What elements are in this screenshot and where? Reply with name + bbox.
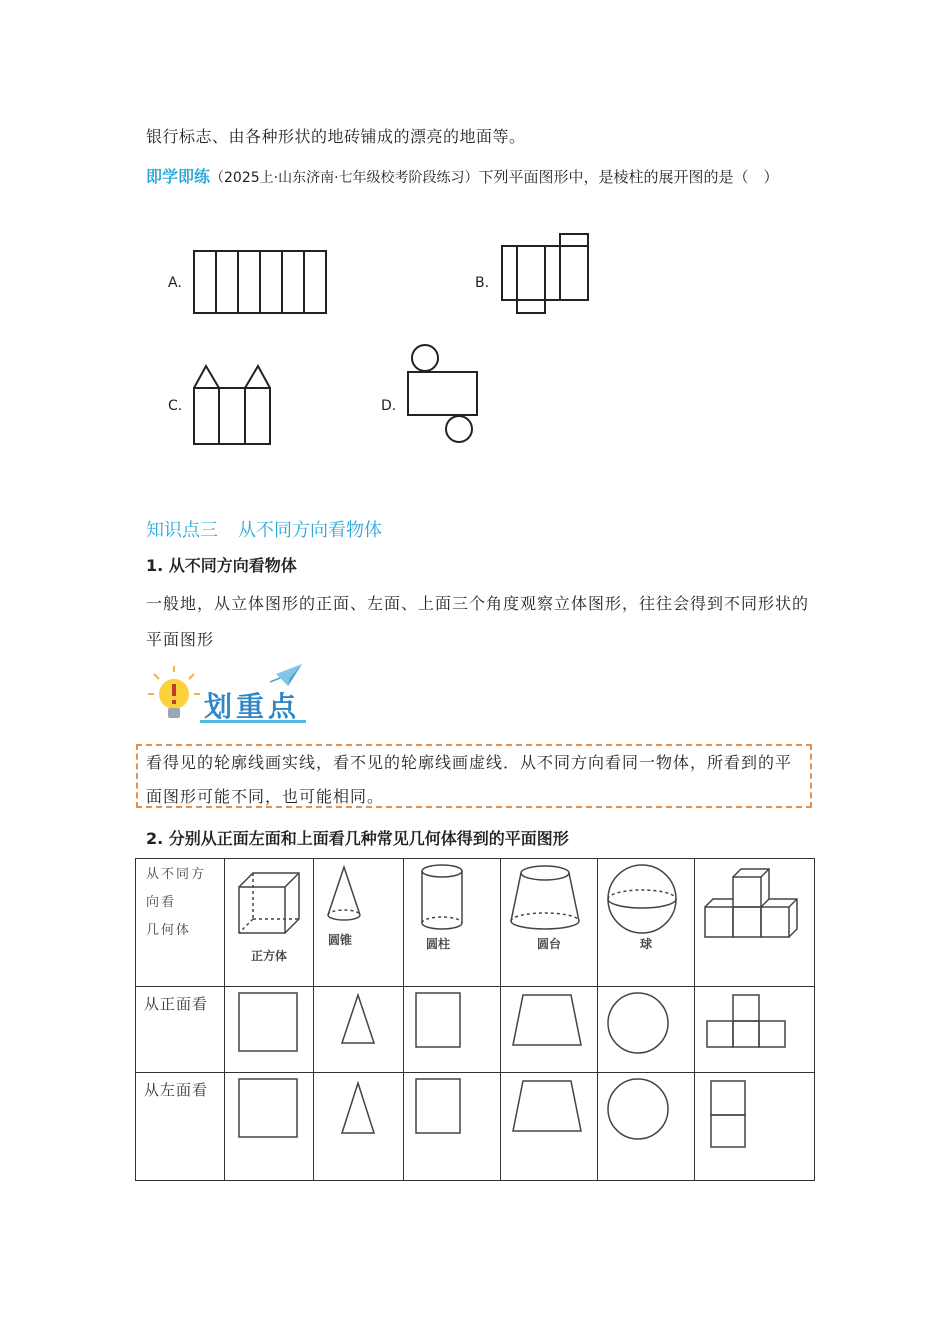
highlight-badge — [144, 660, 310, 726]
cylinder-front-view — [404, 987, 500, 1071]
solid-label: 圆锥 — [328, 933, 353, 947]
cylinder-figure — [404, 859, 493, 935]
cube-left-view — [225, 1073, 313, 1157]
option-b-label: B. — [475, 275, 490, 291]
option-c-label: C. — [168, 398, 183, 414]
solid-cube-cell — [225, 859, 314, 987]
cone-front-view — [314, 987, 403, 1071]
sphere-figure — [598, 859, 694, 935]
table-row — [136, 1073, 815, 1181]
frustum-front-view — [501, 987, 597, 1071]
composite-left-view — [695, 1073, 814, 1157]
option-a-label: A. — [168, 275, 182, 291]
practice-tag: 即学即练 — [146, 167, 211, 186]
intro-line: 银行标志、由各种形状的地砖铺成的漂亮的地面等。 — [146, 127, 526, 146]
solid-composite-cell — [695, 859, 815, 987]
paper-plane-icon — [270, 664, 302, 686]
solid-label: 正方体 — [250, 949, 287, 963]
sphere-front-view — [598, 987, 694, 1071]
solid-label: 圆柱 — [426, 937, 451, 951]
composite-figure — [695, 859, 814, 945]
highlight-box — [136, 744, 812, 808]
option-d-label: D. — [381, 398, 397, 414]
composite-front-view — [695, 987, 814, 1071]
solid-cone-cell — [314, 859, 404, 987]
option-b-figure — [498, 230, 594, 318]
cone-left-view — [314, 1073, 403, 1157]
solid-cylinder-cell — [404, 859, 501, 987]
option-c-figure — [190, 362, 274, 448]
sphere-left-view — [598, 1073, 694, 1157]
frustum-figure — [501, 859, 597, 935]
practice-question — [146, 162, 816, 193]
paragraph-1: 一般地，从立体图形的正面、左面、上面三个角度观察立体图形，往往会得到不同形状的平面图形 — [146, 594, 810, 649]
section-title — [146, 516, 382, 542]
solid-frustum-cell — [501, 859, 598, 987]
option-d-figure — [404, 342, 482, 446]
corner-header: 从不同方 向看 几何体 — [136, 859, 225, 987]
subheading-1: 1. 从不同方向看物体 — [146, 556, 297, 575]
cube-figure — [225, 859, 313, 959]
highlight-badge-label: 划重点 — [204, 690, 301, 723]
frustum-left-view — [501, 1073, 597, 1157]
table-row — [136, 859, 815, 987]
views-table — [135, 858, 815, 1181]
solid-sphere-cell — [598, 859, 695, 987]
practice-question-text: 下列平面图形中，是棱柱的展开图的是（ ） — [478, 168, 779, 186]
solid-label: 圆台 — [536, 937, 561, 951]
lightbulb-icon — [148, 666, 200, 718]
option-a-figure — [190, 248, 330, 318]
row-header-front: 从正面看 — [136, 987, 225, 1073]
row-header-left: 从左面看 — [136, 1073, 225, 1181]
practice-source: （2025上·山东济南·七年级校考阶段练习） — [210, 170, 479, 186]
section-name: 从不同方向看物体 — [238, 520, 382, 541]
cube-front-view — [225, 987, 313, 1071]
table-row — [136, 987, 815, 1073]
section-number: 知识点三 — [146, 520, 218, 541]
cone-figure — [314, 859, 402, 931]
cylinder-left-view — [404, 1073, 500, 1157]
solid-label: 球 — [639, 937, 652, 951]
highlight-text: 看得见的轮廓线画实线，看不见的轮廓线画虚线．从不同方向看同一物体，所看到的平面图形可能不同，也可能相同。 — [146, 753, 793, 806]
subheading-2: 2. 分别从正面左面和上面看几种常见几何体得到的平面图形 — [146, 829, 569, 848]
